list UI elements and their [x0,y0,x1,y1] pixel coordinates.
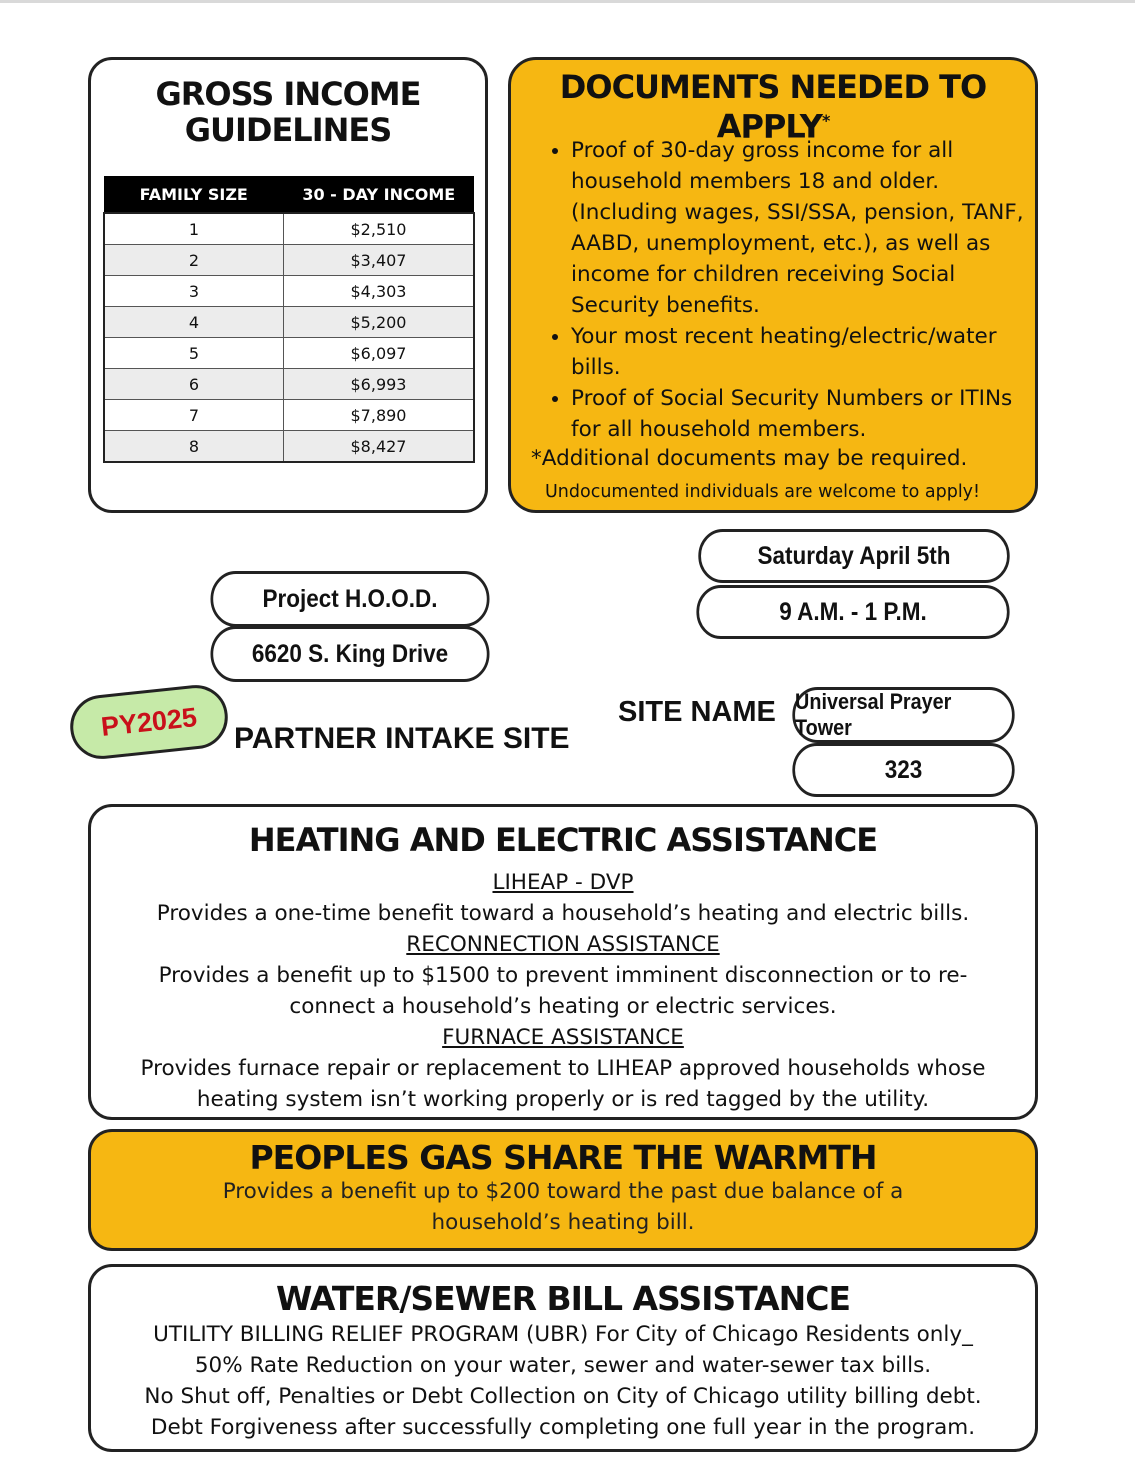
income-cell: $3,407 [284,245,475,276]
income-guidelines-panel [88,57,488,513]
partner-intake-site-label: PARTNER INTAKE SITE [234,722,570,755]
income-cell: $6,993 [284,369,475,400]
water-sewer-panel [88,1264,1038,1452]
program-year-badge: PY2025 [67,682,231,762]
documents-title [511,70,1035,144]
family-size-cell: 5 [104,338,284,369]
event-date: Saturday April 5th [698,529,1009,583]
family-size-cell: 3 [104,276,284,307]
table-row [104,307,474,338]
list-item: • Your most recent heating/electric/water bills. [571,321,1041,383]
income-title-line1: GROSS INCOME [155,75,421,113]
income-cell: $8,427 [284,431,475,463]
documents-needed-panel [508,57,1038,513]
undocumented-welcome-note: Undocumented individuals are welcome to apply! [545,482,981,502]
rate-reduction-line: 50% Rate Reduction on your water, sewer and water-sewer tax bills. [194,1353,932,1378]
table-row [104,276,474,307]
documents-title-line1: DOCUMENTS NEEDED TO [559,68,987,106]
income-cell: $4,303 [284,276,475,307]
income-cell: $2,510 [284,213,475,245]
income-cell: $5,200 [284,307,475,338]
family-size-cell: 2 [104,245,284,276]
income-cell: $6,097 [284,338,475,369]
furnace-description-line2: heating system isn’t working properly or is red tagged by the utility. [196,1087,930,1112]
header-30-day-income: 30 - DAY INCOME [284,176,475,213]
table-row [104,431,474,463]
table-row [104,245,474,276]
peoples-gas-title: PEOPLES GAS SHARE THE WARMTH [249,1138,877,1177]
organization-address: 6620 S. King Drive [211,626,490,682]
income-title-line2: GUIDELINES [184,111,392,149]
header-family-size: FAMILY SIZE [104,176,284,213]
peoples-gas-description [91,1176,1035,1238]
furnace-subheading: FURNACE ASSISTANCE [442,1025,684,1050]
family-size-cell: 4 [104,307,284,338]
reconnection-description-line1: Provides a benefit up to $1500 to prevent imminent disconnection or to re- [158,963,968,988]
peoples-gas-description-line2: household’s heating bill. [431,1210,695,1235]
reconnection-subheading: RECONNECTION ASSISTANCE [406,932,720,957]
site-name-value: Universal Prayer Tower [792,687,1014,743]
debt-forgiveness-line: Debt Forgiveness after successfully completing one full year in the program. [150,1415,976,1440]
list-item: • Proof of 30-day gross income for all household members 18 and older. (Including wages, SSI/SSA, pension, TANF, AABD, unemployment, etc.), as well as income for children receiving Social Security benefits. [571,135,1041,321]
list-item: • Proof of Social Security Numbers or ITINs for all household members. [571,383,1041,445]
income-table-header [104,176,474,213]
family-size-cell: 6 [104,369,284,400]
liheap-dvp-subheading: LIHEAP - DVP [492,870,634,895]
water-sewer-title: WATER/SEWER BILL ASSISTANCE [275,1279,851,1318]
top-divider [0,0,1135,3]
documents-list [545,135,1041,445]
income-guidelines-title [91,76,485,148]
asterisk-mark: * [821,111,830,130]
site-number-value: 323 [792,743,1014,797]
additional-documents-note: *Additional documents may be required. [531,446,968,471]
family-size-cell: 8 [104,431,284,463]
water-sewer-details [91,1319,1035,1443]
table-row [104,338,474,369]
peoples-gas-description-line1: Provides a benefit up to $200 toward the past due balance of a [222,1179,904,1204]
organization-name: Project H.O.O.D. [211,571,490,627]
ubr-program-line: UTILITY BILLING RELIEF PROGRAM (UBR) For City of Chicago Residents only_ [153,1322,973,1347]
no-shutoff-line: No Shut off, Penalties or Debt Collection on City of Chicago utility billing debt. [144,1384,982,1409]
event-time: 9 A.M. - 1 P.M. [696,585,1009,639]
heating-electric-panel [88,804,1038,1120]
table-row [104,369,474,400]
family-size-cell: 7 [104,400,284,431]
table-row [104,213,474,245]
reconnection-description-line2: connect a household’s heating or electric services. [289,994,837,1019]
liheap-dvp-description: Provides a one-time benefit toward a household’s heating and electric bills. [156,901,970,926]
income-cell: $7,890 [284,400,475,431]
site-name-label: SITE NAME [618,696,776,728]
family-size-cell: 1 [104,213,284,245]
documents-title-apply: APPLY [716,107,822,146]
heating-title: HEATING AND ELECTRIC ASSISTANCE [248,821,878,859]
income-table [103,176,475,463]
furnace-description-line1: Provides furnace repair or replacement to LIHEAP approved households whose [140,1056,986,1081]
peoples-gas-panel [88,1129,1038,1251]
table-row [104,400,474,431]
